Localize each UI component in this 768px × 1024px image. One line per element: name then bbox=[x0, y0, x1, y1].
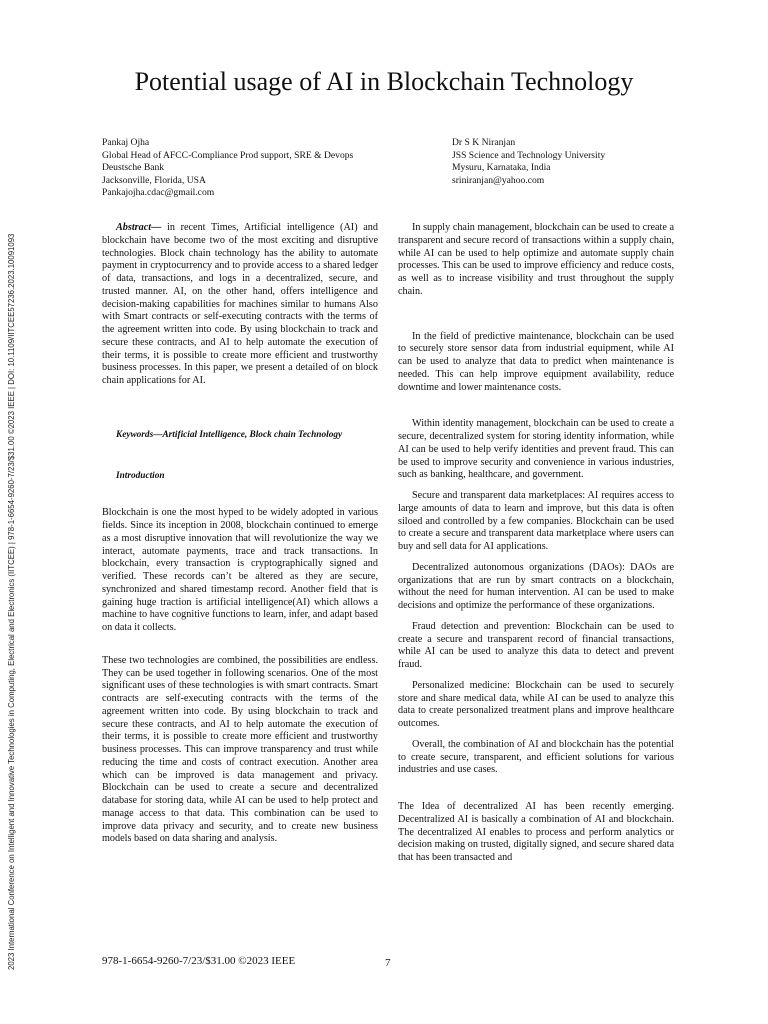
paragraph: Overall, the combination of AI and blockchain has the potential to create secure, transparent, and efficient solutions for various industries and use cases. bbox=[398, 738, 674, 776]
page-number: 7 bbox=[385, 957, 391, 969]
author-block-2 bbox=[452, 137, 605, 187]
paragraph: Decentralized autonomous organizations (DAOs): DAOs are organizations that are run by smart contracts on a blockchain, without the need for human intervention. AI can be used to make decisions and optimize the performance of these organizations. bbox=[398, 561, 674, 611]
paragraph: In the field of predictive maintenance, blockchain can be used to securely store sensor data from industrial equipment, while AI can be used to analyze that data to predict when maintenance is needed. This can help improve equipment availability, reduce downtime and lower maintenance costs. bbox=[398, 330, 674, 393]
author-location: Mysuru, Karnataka, India bbox=[452, 162, 551, 174]
paragraph: Within identity management, blockchain can be used to create a secure, decentralized system for storing identity information, while AI can be used to help verify identities and prevent fraud. This can be used to improve security and convenience in various industries, such as banking, healthcare, and government. bbox=[398, 418, 674, 481]
author-name: Dr S K Niranjan bbox=[452, 137, 516, 148]
footer-isbn: 978-1-6654-9260-7/23/$31.00 ©2023 IEEE bbox=[102, 955, 296, 967]
author-email: sriniranjan@yahoo.com bbox=[452, 174, 545, 186]
abstract bbox=[102, 222, 378, 388]
doi-sidebar-text: 2023 International Conference on Intelligent and Innovative Technologies in Computing, Electrical and Electronics (IITCEE) | 978-1-6654-9260-7/23/$31.00 ©2023 IEEE | DOI: 10.1109/IITCEE57236.2023.10091093 bbox=[7, 233, 16, 970]
author-block-1 bbox=[102, 137, 353, 200]
left-column bbox=[102, 222, 378, 846]
paragraph: The Idea of decentralized AI has been recently emerging. Decentralized AI is basically a combination of AI and blockchain. The decentralized AI enables to process and perform analytics or decision making on trusted, digitally signed, and secure shared data that has been transacted and bbox=[398, 801, 674, 863]
abstract-text: in recent Times, Artificial intelligence (AI) and blockchain have become two of the most exciting and disruptive technologies. Block chain technology has the ability to automate payment in cryptocurrency and to provide access to a shared ledger of data, transactions, and logs in a decentralized, secure, and trusted manner. AI, on the other hand, offers intelligence and decision-making capabilities for machines similar to humans Also with Smart contracts or self-executing contracts with the terms of the agreement written into code. By using blockchain to track and secure these contracts, and AI to help automate the execution of their terms, it is possible to create more efficient and trustworthy business processes. In this paper, we present a detailed of on block chain applications for AI. bbox=[102, 222, 378, 386]
author-name: Pankaj Ojha bbox=[102, 137, 150, 148]
author-org: Deustsche Bank bbox=[102, 162, 165, 174]
paragraph: Blockchain is one the most hyped to be widely adopted in various fields. Since its inception in 2008, blockchain continued to emerge as a most disruptive innovation that will revolutionize the way we interact, automate payments, trace and track transactions. In blockchain, every transaction is cryptographically signed and verified. These records can’t be altered as they are secure, synchronized and shared timestamp record. Another field that is gaining huge traction is artificial intelligence(AI) which allows a machine to have cognitive functions to learn, infer, and adapt based on data it collects. bbox=[102, 507, 378, 633]
right-column bbox=[398, 222, 674, 865]
author-email: Pankajojha.cdac@gmail.com bbox=[102, 187, 215, 199]
paragraph: Personalized medicine: Blockchain can be used to securely store and share medical data, while AI can be used to analyze this data to create personalized treatment plans and improve healthcare outcomes. bbox=[398, 679, 674, 729]
author-role: Global Head of AFCC-Compliance Prod support, SRE & Devops bbox=[102, 149, 354, 161]
paragraph: In supply chain management, blockchain can be used to create a transparent and secure record of transactions within a supply chain, while AI can be used to help optimize and automate supply chain processes. This can be used to improve efficiency and reduce costs, as well as to increase visibility and trust throughout the supply chain. bbox=[398, 222, 674, 297]
author-org: JSS Science and Technology University bbox=[452, 149, 606, 161]
author-location: Jacksonville, Florida, USA bbox=[102, 174, 206, 186]
paragraph: Fraud detection and prevention: Blockchain can be used to create a secure and transparent record of financial transactions, while AI can be used to analyze this data to detect and prevent fraud. bbox=[398, 620, 674, 670]
abstract-label: Abstract— bbox=[116, 222, 162, 233]
doi-sidebar bbox=[4, 50, 18, 970]
paragraph: These two technologies are combined, the possibilities are endless. They can be used together in following scenarios. One of the most significant uses of these technologies is with smart contracts. Smart contracts are self-executing contracts with the terms of the agreement written into code. By using blockchain to track and secure these contracts, and AI to help automate the execution of their terms, it is possible to create more efficient and trustworthy business processes. This can improve transparency and trust while reducing the time and costs of contract execution. Another area which can be improved is data management and privacy. Blockchain can be used to create a secure and decentralized database for storing data, while AI can be used to help protect and manage access to that data. This combination can be used to improve data privacy and security, and to create new business models based on data sharing and analysis. bbox=[102, 654, 378, 845]
keywords: Keywords—Artificial Intelligence, Block chain Technology bbox=[116, 429, 343, 440]
section-heading-introduction: Introduction bbox=[116, 470, 165, 481]
paragraph: Secure and transparent data marketplaces: AI requires access to large amounts of data to learn and improve, but this data is often siloed and controlled by a few companies. Blockchain can be used to create a secure and transparent data marketplace where users can buy and sell data for AI applications. bbox=[398, 490, 674, 552]
paper-title: Potential usage of AI in Blockchain Technology bbox=[134, 67, 634, 96]
